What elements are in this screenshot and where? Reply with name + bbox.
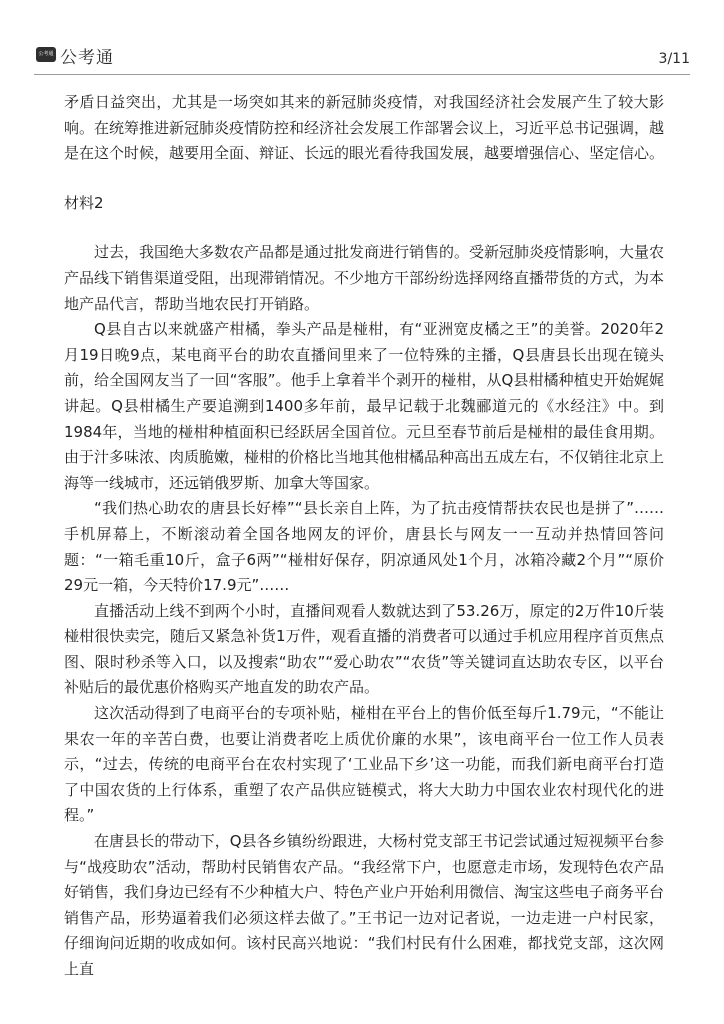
page-number: 3/11 — [658, 51, 690, 67]
document-body — [64, 90, 664, 983]
header-divider — [34, 74, 690, 75]
paragraph-2: 过去，我国绝大多数农产品都是通过批发商进行销售的。受新冠肺炎疫情影响，大量农产品线下销售渠道受阻，出现滞销情况。不少地方干部纷纷选择网络直播带货的方式，为本地产品代言，帮助当地农民打开销路。 — [64, 243, 665, 313]
page-header — [0, 0, 724, 76]
paragraph-6: 这次活动得到了电商平台的专项补贴，椪柑在平台上的售价低至每斤1.79元，“不能让果农一年的辛苦白费，也要让消费者吃上质优价廉的水果”，该电商平台一位工作人员表示，“过去，传统的电商平台在农村实现了‘工业品下乡’这一功能，而我们新电商平台打造了中国农货的上行体系，重塑了农产品供应链模式，将大大助力中国农业农村现代化的进程。” — [64, 704, 664, 825]
paragraph-1: 矛盾日益突出，尤其是一场突如其来的新冠肺炎疫情，对我国经济社会发展产生了较大影响。在统筹推进新冠肺炎疫情防控和经济社会发展工作部署会议上，习近平总书记强调，越是在这个时候，越要用全面、辩证、长远的眼光看待我国发展，越要增强信心、坚定信心。 — [64, 93, 665, 163]
section-heading: 材料2 — [64, 193, 104, 212]
paragraph-5: 直播活动上线不到两个小时，直播间观看人数就达到了53.26万，原定的2万件10斤装椪柑很快卖完，随后又紧急补货1万件，观看直播的消费者可以通过手机应用程序首页焦点图、限时秒杀等入口，以及搜索“助农”“爱心助农”“农货”等关键词直达助农专区，以平台补贴后的最优惠价格购买产地直发的助农产品。 — [64, 601, 664, 697]
paragraph-3: Q县自古以来就盛产柑橘，拳头产品是椪柑，有“亚洲宽皮橘之王”的美誉。2020年2月19日晚9点，某电商平台的助农直播间里来了一位特殊的主播，Q县唐县长出现在镜头前，给全国网友当了一回“客服”。他手上拿着半个剥开的椪柑，从Q县柑橘种植史开始娓娓讲起。Q县柑橘生产要追溯到1400多年前，最早记载于北魏郦道元的《水经注》中。到1984年，当地的椪柑种植面积已经跃居全国首位。元旦至春节前后是椪柑的最佳食用期。由于汁多味浓、肉质脆嫩，椪柑的价格比当地其他柑橘品种高出五成左右，不仅销往北京上海等一线城市，还远销俄罗斯、加拿大等国家。 — [64, 320, 665, 492]
logo-mark: 公考通 — [36, 47, 56, 62]
brand-name: 公考通 — [60, 48, 114, 68]
paragraph-4: “我们热心助农的唐县长好棒”“县长亲自上阵，为了抗击疫情帮扶农民也是拼了”……手机屏幕上，不断滚动着全国各地网友的评价，唐县长与网友一一互动并热情回答问题：“一箱毛重10斤，盒子6两”“椪柑好保存，阴凉通风处1个月，冰箱冷藏2个月”“原价29元一箱，今天特价17.9元”…… — [64, 499, 664, 595]
paragraph-7: 在唐县长的带动下，Q县各乡镇纷纷跟进，大杨村党支部王书记尝试通过短视频平台参与“战疫助农”活动，帮助村民销售农产品。“我经常下户，也愿意走市场，发现特色农产品好销售，我们身边已经有不少种植大户、特色产业户开始利用微信、淘宝这些电子商务平台销售产品，形势逼着我们必须这样去做了。”王书记一边对记者说，一边走进一户村民家，仔细询问近期的收成如何。该村民高兴地说：“我们村民有什么困难，都找党支部，这次网上直 — [64, 832, 665, 978]
